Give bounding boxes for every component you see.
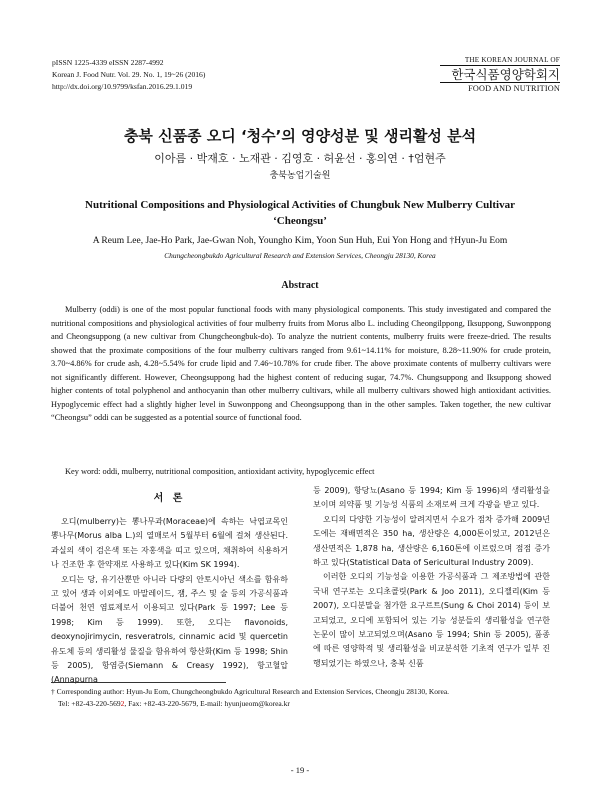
issn-line: pISSN 1225-4339 eISSN 2287-4992 — [52, 58, 164, 67]
corresponding-author: † Corresponding author: Hyun-Ju Eom, Chungcheongbukdo Agricultural Research and Extension Services, Cheongju 28130, Korea. — [51, 687, 450, 696]
contact-tel-highlight: 2 — [120, 699, 125, 708]
section-heading-introduction: 서 론 — [153, 493, 186, 504]
affiliation-korean: 충북농업기술원 — [269, 171, 331, 181]
title-english: Nutritional Compositions and Physiological Activities of Chungbuk New Mulberry Cultivar ‘Cheongsu’ — [85, 199, 515, 227]
footnote-divider — [51, 682, 226, 683]
contact-rest: , Fax: +82-43-220-5679, E-mail: hyunjueom@korea.kr — [124, 699, 290, 708]
keywords: Key word: oddi, mulberry, nutritional composition, antioxidant activity, hypoglycemic effect — [65, 467, 375, 476]
doi-link[interactable]: http://dx.doi.org/10.9799/ksfan.2016.29.1.019 — [52, 82, 193, 91]
contact-line — [51, 698, 551, 710]
page-number: - 19 - — [290, 765, 310, 775]
contact-tel: Tel: +82-43-220-569 — [58, 699, 121, 708]
body-paragraph: 오디는 당, 유기산뿐만 아니라 다량의 안토시아닌 색소를 함유하고 있어 생과 이외에도 마말레이드, 잼, 주스 및 술 등의 가공식품과 더불어 천연 염료제로서 이용되고 있다(Park 등 1997; Lee 등 1998; Kim 등 1999). 또한, 오디는 flavonoids, deoxynojirimycin, resveratrols, cinnamic acid 및 quercetin 유도체 등의 생리활성 물질을 함유하여 항산화(Kim 등 1998; Shin 등 2005), 항염증(Siemann & Creasy 1992), 항고혈압(Annapurna — [51, 574, 288, 685]
journal-name-korean: 한국식품영양학회지 — [451, 67, 560, 82]
abstract-heading: Abstract — [281, 280, 319, 291]
authors-english: A Reum Lee, Jae-Ho Park, Jae-Gwan Noh, Youngho Kim, Yoon Sun Huh, Eui Yon Hong and †Hyun-Ju Eom — [92, 236, 508, 246]
journal-logo — [440, 56, 560, 93]
citation-line: Korean J. Food Nutr. Vol. 29. No. 1, 19~26 (2016) — [52, 70, 206, 79]
authors-korean: 이아름 · 박재호 · 노재관 · 김영호 · 허윤선 · 홍의연 · †엄현주 — [154, 152, 446, 165]
body-paragraph: 오디의 다양한 기능성이 알려지면서 수요가 점차 증가해 2009년도에는 재배면적은 350 ha, 생산량은 4,000톤이었고, 2012년은 생산면적은 1,878 ha, 생산량은 6,160톤에 이르렀으며 점점 증가하고 있다(Statistical Data of Sericultural Industry 2009). — [313, 514, 550, 568]
title-korean: 충북 신품종 오디 ‘청수’의 영양성분 및 생리활성 분석 — [123, 127, 477, 145]
left-column — [51, 515, 288, 688]
body-paragraph: 이러한 오디의 기능성을 이용한 가공식품과 그 제조방법에 관한 국내 연구로는 오디초콜릿(Park & Joo 2011), 오디젤리(Kim 등 2007), 오디분말을 첨가한 요구르트(Sung & Choi 2014) 등이 보고되었고, 오디에 포함되어 있는 기능 성분들의 생리활성을 연구한 논문이 많이 보고되었으며(Asano 등 1994; Shin 등 2005), 품종에 따른 영양학적 및 생리활성을 비교분석한 기초적 연구가 일부 진행되었기는 하였으나, 충북 신품 — [313, 572, 550, 668]
body-paragraph: 등 2009), 항당뇨(Asano 등 1994; Kim 등 1996)의 생리활성을 보이며 의약품 및 기능성 식품의 소재로써 크게 각광을 받고 있다. — [313, 486, 550, 510]
body-paragraph: 오디(mulberry)는 뽕나무과(Moraceae)에 속하는 낙엽교목인 뽕나무(Morus alba L.)의 열매로서 5월부터 6월에 걸쳐 생산된다. 과실의 색이 검은색 또는 자홍색을 띠고 있으며, 채취하여 식용하거나 건조한 후 한약재로 사용하고 있다(Kim SK 1994). — [51, 517, 288, 570]
affiliation-english: Chungcheongbukdo Agricultural Research and Extension Services, Cheongju 28130, Korea — [164, 251, 436, 260]
journal-citation-block — [52, 57, 205, 93]
right-column — [313, 484, 550, 671]
journal-name-bottom: FOOD AND NUTRITION — [440, 82, 560, 93]
journal-name-top: THE KOREAN JOURNAL OF — [440, 56, 560, 66]
footnote — [51, 686, 551, 710]
abstract-text: Mulberry (oddi) is one of the most popular functional foods with many physiological components. This study investigated and compared the nutritional compositions and physiological activities of four mulberry fruits from Morus albo L. including Cheongilppong, Iksuppong, Suwonppong and Cheongsuppong (a new cultivar from Chungcheongbuk-do). To analyze the nutrient contents, mulberry fruits were freeze-dried. The results showed that the proximate compositions of the four mulberry cultivars ranged from 9.61~14.11% for moisture, 8.28~11.90% for crude protein, 3.70~4.86% for crude ash, 4.28~5.54% for crude lipid and 7.46~10.78% for crude fiber. The above proximate contents of mulberry cultivars were not significantly different. However, Cheongsuppong had the highest content of reducing sugar, 74.7%. Chungsuppong and Iksuppong showed higher contents of total polyphenol and anthocyanin than other mulberry cultivars, while all mulberry cultivars showed high antioxidant activities. Hypoglycemic effect had a slightly higher level in Suwonppong and Cheongsuppong than in the other samples. Taken together, the new cultivar “Cheongsu” oddi can be suggested as a potential source of functional food. — [51, 305, 551, 422]
